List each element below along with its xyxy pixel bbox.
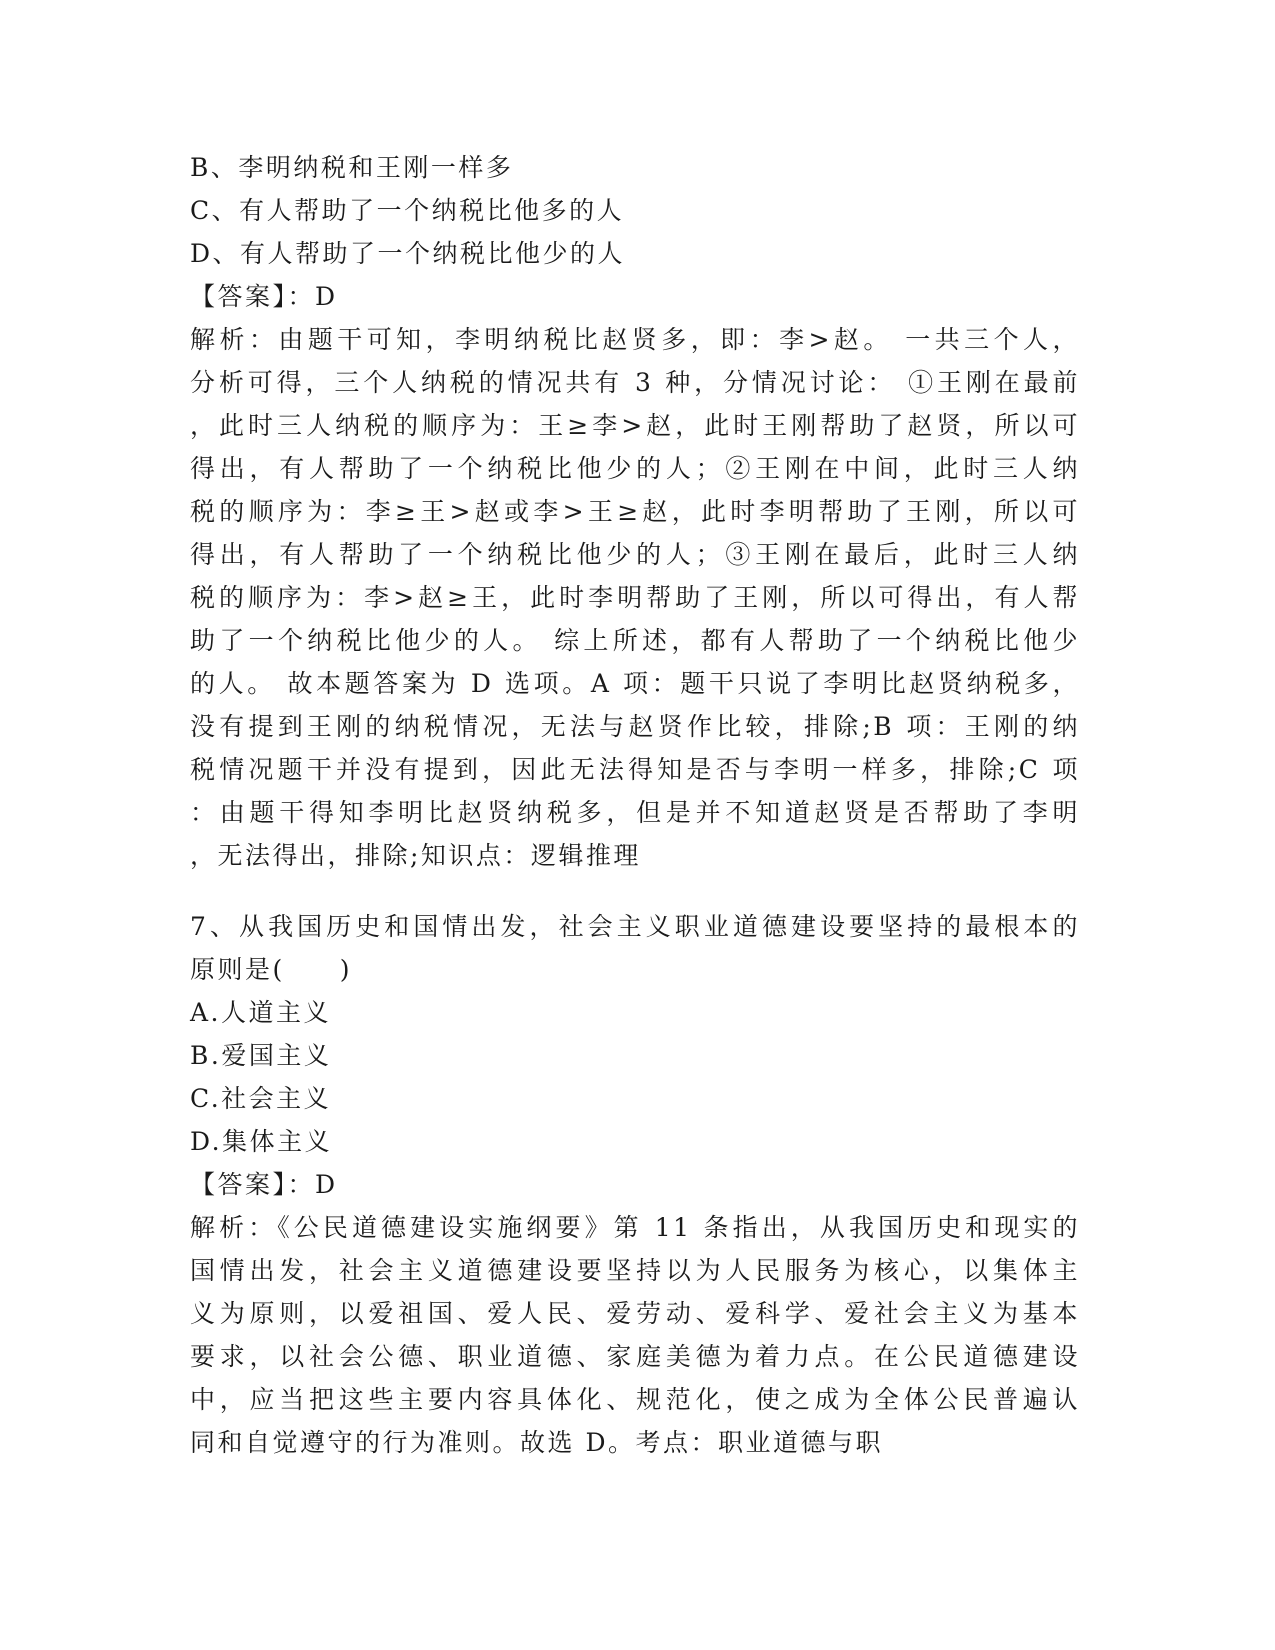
option-b: B、李明纳税和王刚一样多: [190, 153, 514, 182]
question-stem: 7、从我国历史和国情出发，社会主义职业道德建设要坚持的最根本的: [190, 912, 1080, 941]
analysis-line: 的人。 故本题答案为 D 选项。A 项：题干只说了李明比赵贤纳税多，: [190, 669, 1080, 698]
option-c: C.社会主义: [190, 1084, 332, 1113]
analysis-line: 解析：《公民道德建设实施纲要》第 11 条指出，从我国历史和现实的: [190, 1213, 1080, 1242]
option-b: B.爱国主义: [190, 1041, 332, 1070]
analysis-line: 税的顺序为：李>赵≥王，此时李明帮助了王刚，所以可得出，有人帮: [190, 583, 1080, 612]
analysis-line: 义为原则，以爱祖国、爱人民、爱劳动、爱科学、爱社会主义为基本: [190, 1299, 1080, 1328]
analysis-line: 得出，有人帮助了一个纳税比他少的人；③王刚在最后，此时三人纳: [190, 540, 1080, 569]
option-d: D、有人帮助了一个纳税比他少的人: [190, 239, 626, 268]
question-7: [190, 905, 1080, 1464]
option-c: C、有人帮助了一个纳税比他多的人: [190, 196, 625, 225]
analysis-line: 分析可得，三个人纳税的情况共有 3 种，分情况讨论： ①王刚在最前: [190, 368, 1080, 397]
analysis-line: 要求，以社会公德、职业道德、家庭美德为着力点。在公民道德建设: [190, 1342, 1080, 1371]
analysis-line: 得出，有人帮助了一个纳税比他少的人；②王刚在中间，此时三人纳: [190, 454, 1080, 483]
analysis-line: 解析：由题干可知，李明纳税比赵贤多，即：李>赵。 一共三个人，: [190, 325, 1080, 354]
analysis-line: 中，应当把这些主要内容具体化、规范化，使之成为全体公民普遍认: [190, 1385, 1080, 1414]
analysis-line: 国情出发，社会主义道德建设要坚持以为人民服务为核心，以集体主: [190, 1256, 1080, 1285]
analysis-line: 税的顺序为：李≥王>赵或李>王≥赵，此时李明帮助了王刚，所以可: [190, 497, 1080, 526]
analysis-line: 同和自觉遵守的行为准则。故选 D。考点：职业道德与职: [190, 1428, 883, 1457]
analysis-line: ：由题干得知李明比赵贤纳税多，但是并不知道赵贤是否帮助了李明: [190, 798, 1080, 827]
question-stem: 原则是( ): [190, 955, 353, 984]
option-a: A.人道主义: [190, 998, 332, 1027]
question-6-continued: [190, 146, 1080, 877]
analysis-line: 助了一个纳税比他少的人。 综上所述，都有人帮助了一个纳税比他少: [190, 626, 1080, 655]
answer-label: 【答案】：D: [190, 1170, 338, 1199]
analysis-line: ，此时三人纳税的顺序为：王≥李>赵，此时王刚帮助了赵贤，所以可: [190, 411, 1080, 440]
analysis-line: ，无法得出，排除;知识点：逻辑推理: [190, 841, 641, 870]
analysis-line: 税情况题干并没有提到，因此无法得知是否与李明一样多，排除;C 项: [190, 755, 1080, 784]
analysis-line: 没有提到王刚的纳税情况，无法与赵贤作比较，排除;B 项：王刚的纳: [190, 712, 1080, 741]
option-d: D.集体主义: [190, 1127, 333, 1156]
answer-label: 【答案】：D: [190, 282, 338, 311]
